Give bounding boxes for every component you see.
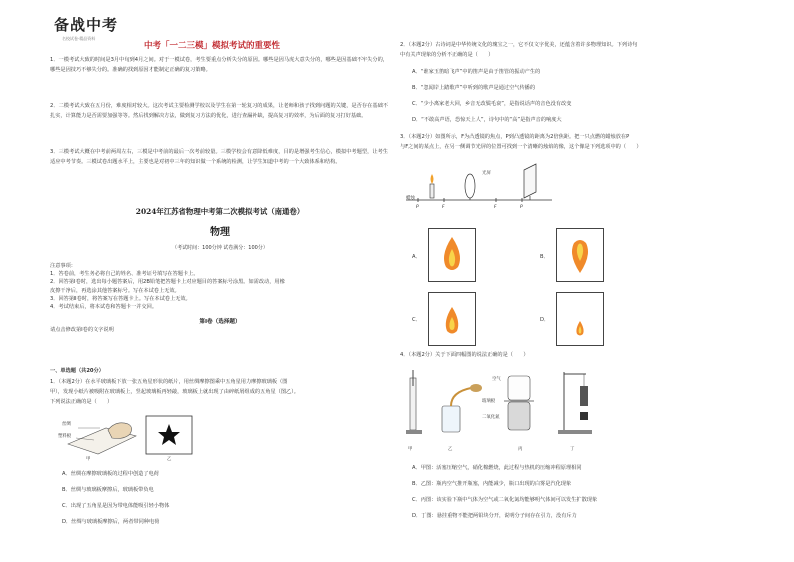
q4-option-d[interactable]: D．丁图：悬挂重物不能把两铅块分开，说明分子间存在引力，没有斥力: [412, 513, 577, 519]
candle-flame: [431, 174, 434, 184]
section-1-note: 请点击修改第Ⅰ卷的文字说明: [50, 327, 114, 333]
label-glass: 玻璃板: [482, 399, 496, 404]
section-1-title: 第Ⅰ卷（选择题）: [199, 319, 241, 325]
banner-title: 中考「一二三模」模拟考试的重要性: [144, 41, 281, 51]
label-jia: 甲: [86, 457, 91, 462]
left-column: [50, 0, 390, 562]
lead-block-lower: [580, 396, 588, 406]
q3-option-c-image[interactable]: [428, 292, 476, 346]
q2-option-b[interactable]: B．“忽闻岸上踏歌声”中听到的歌声是通过空气传播的: [412, 85, 536, 91]
q3-option-c-label[interactable]: C．: [412, 317, 421, 323]
q4-option-c[interactable]: C．丙图：该实验下瓶中气体为空气或二氧化氮均能够明气体间可以发生扩散现象: [412, 497, 598, 503]
bottle: [442, 406, 460, 432]
q2-line: 中有关声现象的分析不正确的是（ ）: [400, 52, 494, 58]
fig-label-bing: 丙: [518, 447, 523, 452]
question-1-text: [50, 377, 390, 407]
label-candle: 蜡烛: [406, 196, 415, 201]
logo-subtitle: 名校试卷·精品资料: [62, 36, 96, 41]
q3-optical-bench-figure: [404, 160, 554, 218]
question-2-text: [400, 40, 750, 60]
q3-option-d-label[interactable]: D．: [540, 317, 550, 323]
label-plastic: 塑料板: [58, 434, 72, 439]
intro-paragraph-3: 3．三模考试大概在中考前两周左右，三模是中考前的最后一次考前较量。三模学校会有意降低难度，目的是增强考生信心，模拟中考题型，让考生适应中考节奏。三模试卷出题水平上，主要也是对初中三年的知识做一个系统的检测，让学生知道中考的一个大致体系和结构。: [50, 149, 388, 166]
convex-lens: [465, 174, 475, 198]
right-column: [400, 0, 750, 562]
q3-line: 3．（本题2分）如图所示，F为凸透镜的焦点，P到凸透镜的距离为2倍焦距。把一只点燃的蜡烛放在P: [400, 134, 630, 140]
q1-line: 1．（本题2分）在水平玻璃板下放一张五角星形状的纸片，用丝绸摩擦图乘中五角星用力摩擦玻璃板（图: [50, 379, 288, 385]
q1-line: 甲），发现小纸片被吸附在玻璃板上，竖起玻璃板再轻敲，玻璃板上就出现了由碎纸屑组成的五角星（图乙）。: [50, 389, 299, 395]
cylinder-base: [406, 430, 422, 434]
label-silk: 丝绸: [62, 422, 71, 427]
q2-option-a[interactable]: A．“谁家玉笛暗飞声”中的笛声是由于笛管的振动产生的: [412, 69, 541, 75]
axis-label-p: P: [520, 205, 523, 210]
note-line: 3．回答第Ⅱ卷时，将答案写在答题卡上。写在本试卷上无效。: [50, 295, 191, 302]
q2-option-c[interactable]: C．“少小离家老大回，乡音无改鬓毛衰”，是指说话声的音色没有改变: [412, 101, 572, 107]
label-yi: 乙: [167, 457, 172, 462]
logo-text: 备战中考: [54, 16, 119, 34]
q1-option-c[interactable]: C．出现了五角星是因为带电体能吸引轻小物体: [62, 503, 170, 509]
note-line: 2．回答第Ⅰ卷时，选出每小题答案后，用2B铅笔把答题卡上对应题目的答案标号涂黑。如需改动，用橡: [50, 279, 285, 286]
fig-label-ding: 丁: [570, 447, 575, 452]
flame-upright-large: [429, 229, 475, 281]
q4-option-a[interactable]: A．甲图：活塞压缩空气，硝化棉燃烧，此过程与热机的压缩冲程原理相同: [412, 465, 582, 471]
candle-body: [430, 184, 434, 198]
q1-figure: [58, 414, 208, 464]
q3-line: 与F之间的某点上，在另一侧调节光屏的位置可找到一个清晰的烛焰的像，这个像是下列选项中的（ ）: [400, 144, 642, 150]
logo: [50, 6, 150, 46]
fig-label-jia: 甲: [408, 447, 413, 452]
q2-line: 2．（本题2分）古诗词是中华传统文化的瑰宝之一，它不仅文字优美，还蕴含着许多物理知识。下列诗句: [400, 42, 638, 48]
q3-option-b-label[interactable]: B．: [540, 254, 549, 260]
exam-title: 2024年江苏省物理中考第二次模拟考试（南通卷）: [135, 207, 305, 216]
exam-subject: 物理: [210, 227, 230, 238]
part-1-title: 一、单选题（共20分）: [50, 368, 104, 374]
intro-paragraph-2: 2．二模考试大致在五月份，难度相对较大。这次考试主要检测学校以及学生在第一轮复习的成果，让老师和孩子找到问题的关键，是否存在基础不扎实，计算能力是否需要加强等等。然后找到解决方法，做到复习方法的优化，进行查漏补缺，提高复习的效率，为后面的复习打好基础。: [50, 103, 388, 120]
exam-info: （考试时间：100分钟 试卷满分：100分）: [172, 245, 268, 251]
question-3-text: [400, 132, 750, 152]
fig-label-yi: 乙: [448, 447, 453, 452]
hose: [451, 388, 471, 406]
q1-line: 下列说法正确的是（ ）: [50, 399, 113, 405]
hanging-weight: [580, 412, 588, 420]
flame-upright-medium: [429, 293, 475, 345]
q3-option-a-image[interactable]: [428, 228, 476, 282]
q1-option-b[interactable]: B．丝绸与玻璃板摩擦后，玻璃板带负电: [62, 487, 154, 493]
note-line: 1．答卷前，考生务必将自己的姓名、准考证号填写在答题卡上。: [50, 271, 199, 278]
note-line: 皮擦干净后，再选涂其他答案标号。写在本试卷上无效。: [50, 287, 180, 294]
q1-option-a[interactable]: A．丝绸在摩擦玻璃板的过程中创造了电荷: [62, 471, 159, 477]
q3-option-d-image[interactable]: [556, 292, 604, 346]
exam-notes: [50, 262, 388, 311]
q2-option-d[interactable]: D．“不敢高声语，恐惊天上人”，诗句中的“高”是指声音的响度大: [412, 117, 562, 123]
question-4-text: 4．（本题2分）关于下面四幅图的说法正确的是（ ）: [400, 352, 529, 358]
flame-upright-small: [557, 293, 603, 345]
label-no2: 二氧化氮: [482, 415, 500, 420]
pump-bulb: [470, 384, 482, 392]
intro-paragraph-1: 1．一模考试大致的时间是3月中旬到4月之间。对于一模试卷，考生要重点分析失分的原因。哪些是因马虎大意失分的，哪些是因基础不牢失分的，哪些是因技巧不够失分的。准确的找到原因才能制定正确的复习策略。: [50, 57, 388, 74]
q4-option-b[interactable]: B．乙图：瓶内空气推开瓶塞，内能减少，瓶口出现的白雾是汽化现象: [412, 481, 572, 487]
axis-label-p: P: [416, 205, 419, 210]
lower-jar-no2: [508, 402, 530, 430]
label-screen: 光屏: [482, 171, 491, 176]
flame-inverted: [557, 229, 603, 281]
axis-label-f: F: [442, 205, 445, 210]
axis-label-f: F: [494, 205, 497, 210]
note-line: 4．考试结束后，将本试卷和答题卡一并交回。: [50, 304, 158, 311]
upper-jar-air: [508, 376, 530, 400]
q3-option-a-label[interactable]: A．: [412, 254, 421, 260]
label-air: 空气: [492, 377, 501, 382]
lead-block-upper: [580, 386, 588, 396]
light-screen: [524, 164, 536, 198]
stand-base: [558, 430, 592, 434]
q1-option-d[interactable]: D．丝绸与玻璃板摩擦后，两者带同种电荷: [62, 519, 160, 525]
notes-title: 注意事项：: [50, 263, 76, 269]
q3-option-b-image[interactable]: [556, 228, 604, 282]
